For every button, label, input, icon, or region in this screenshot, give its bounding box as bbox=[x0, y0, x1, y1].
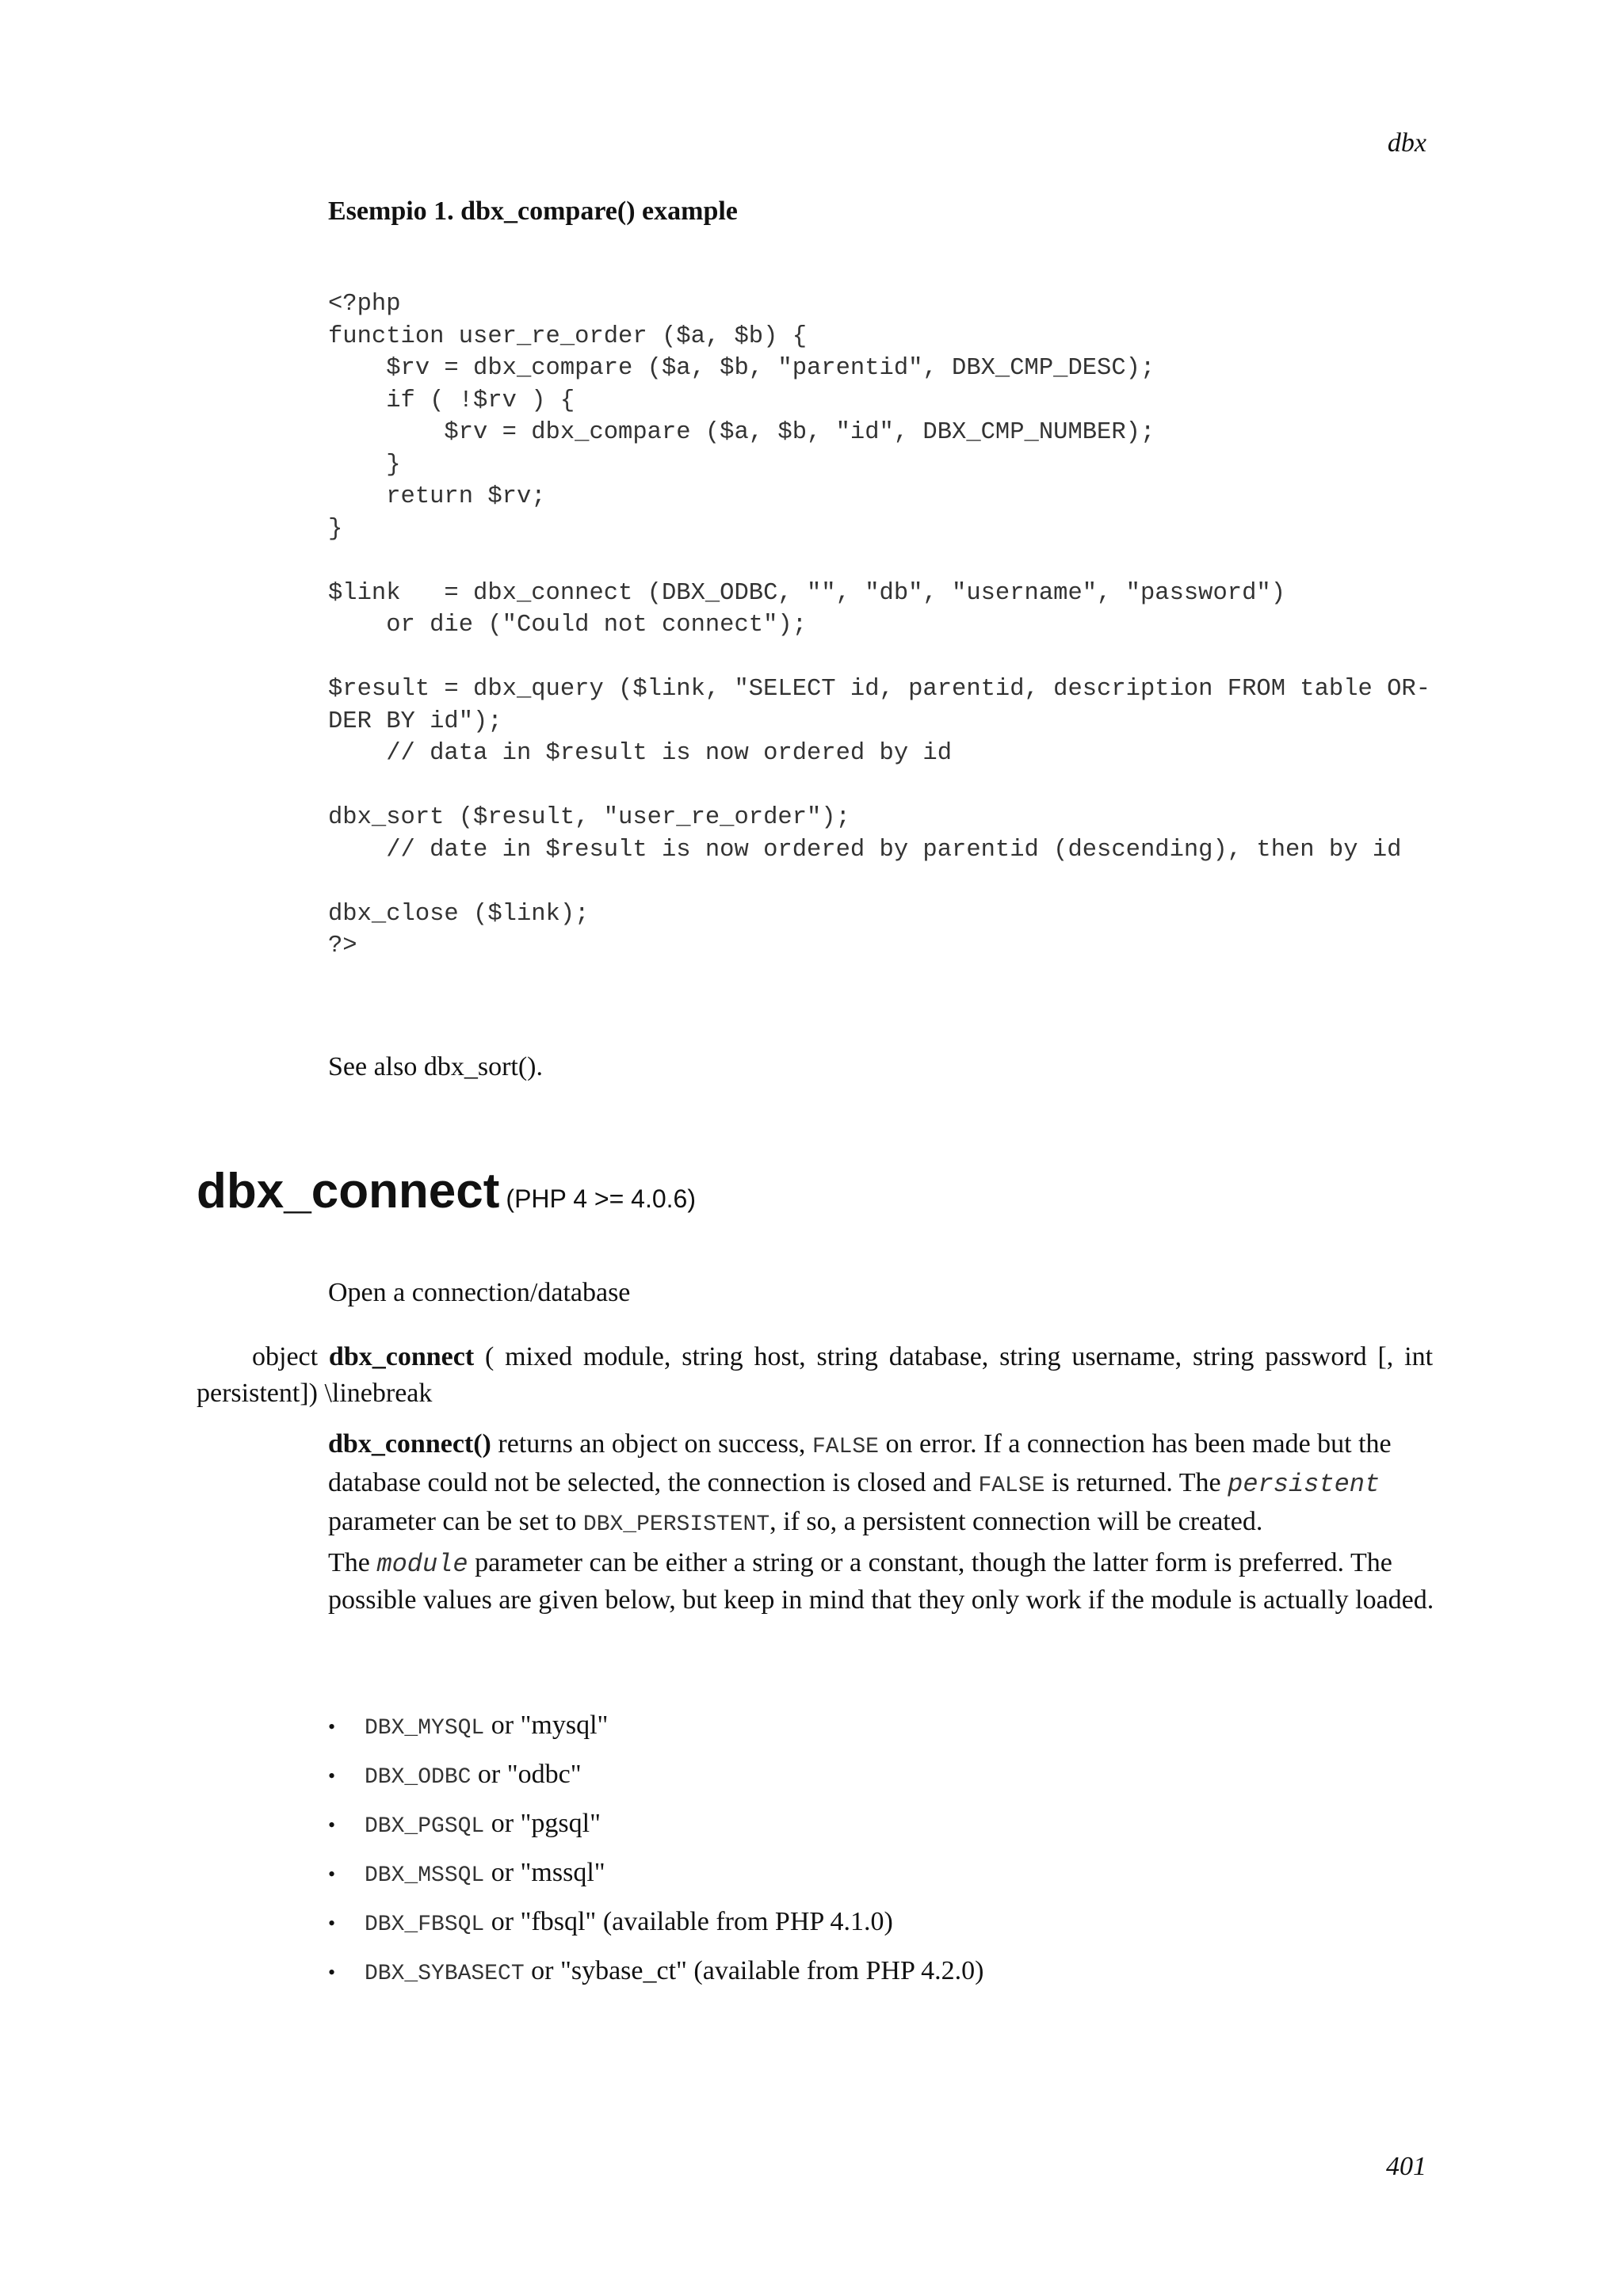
function-title: dbx_connect bbox=[197, 1164, 500, 1219]
module-value: or "odbc" bbox=[471, 1760, 582, 1789]
false-constant: FALSE bbox=[812, 1435, 879, 1459]
bullet: • bbox=[328, 1863, 336, 1886]
running-header: dbx bbox=[1387, 128, 1426, 158]
synopsis-params: ( mixed module, string host, string database, string username, string password [, int persistent]) \linebreak bbox=[197, 1342, 1434, 1408]
module-value: or "mysql" bbox=[484, 1711, 609, 1740]
description-text: on error. If a connection has been made but the database could not be selected, the connection is closed and bbox=[328, 1429, 1392, 1497]
module-constant: DBX_FBSQL bbox=[365, 1913, 485, 1937]
section-heading bbox=[197, 1163, 696, 1219]
module-constant: DBX_MYSQL bbox=[365, 1716, 485, 1741]
page-number: 401 bbox=[1386, 2152, 1426, 2181]
description-text: returns an object on success, bbox=[491, 1429, 812, 1459]
list-item bbox=[328, 1759, 983, 1808]
list-item bbox=[328, 1710, 983, 1759]
module-parameter: module bbox=[376, 1550, 468, 1579]
example-title: Esempio 1. dbx_compare() example bbox=[328, 196, 738, 226]
synopsis-function-name: dbx_connect bbox=[328, 1342, 475, 1371]
description-paragraph bbox=[328, 1426, 1438, 1543]
bullet: • bbox=[328, 1961, 336, 1984]
module-constant: DBX_SYBASECT bbox=[365, 1962, 525, 1986]
description-text: parameter can be set to bbox=[328, 1507, 583, 1536]
version-note: (PHP 4 >= 4.0.6) bbox=[506, 1184, 696, 1213]
list-item bbox=[328, 1808, 983, 1857]
list-item bbox=[328, 1857, 983, 1906]
module-text: The bbox=[328, 1548, 377, 1577]
module-value: or "fbsql" (available from PHP 4.1.0) bbox=[484, 1907, 893, 1936]
list-item bbox=[328, 1955, 983, 2004]
description-text: , if so, a persistent connection will be created. bbox=[769, 1507, 1263, 1536]
persistent-parameter: persistent bbox=[1228, 1470, 1381, 1499]
module-paragraph bbox=[328, 1545, 1438, 1618]
persistent-constant: DBX_PERSISTENT bbox=[582, 1512, 770, 1537]
function-purpose: Open a connection/database bbox=[328, 1278, 631, 1307]
bullet: • bbox=[328, 1764, 336, 1787]
see-also-text: See also dbx_sort(). bbox=[328, 1052, 544, 1081]
module-value: or "mssql" bbox=[484, 1858, 605, 1887]
description-function-name: dbx_connect() bbox=[328, 1429, 491, 1459]
synopsis-return-type: object bbox=[252, 1342, 319, 1371]
module-value: or "sybase_ct" (available from PHP 4.2.0) bbox=[524, 1956, 984, 1985]
bullet: • bbox=[328, 1912, 336, 1935]
code-example: <?php function user_re_order ($a, $b) { $rv = dbx_compare ($a, $b, "parentid", DBX_CMP_DESC); if ( !$rv ) { $rv = dbx_compare ($a, $b, "id", DBX_CMP_NUMBER); } return $rv; } $link = dbx_connect (DBX_ODBC, "", "db", "username", "password") or die ("Could not connect"); $result = dbx_query ($link, "SELECT id, parentid, description FROM table OR- DER BY id"); // data in $result is now ordered by id dbx_sort ($result, "user_re_order"); // date in $result is now ordered by parentid (descending), then by id dbx_close ($link); ?> bbox=[328, 291, 1431, 959]
false-constant: FALSE bbox=[978, 1474, 1045, 1498]
bullet: • bbox=[328, 1814, 336, 1836]
description-text: is returned. The bbox=[1044, 1468, 1228, 1497]
module-constant: DBX_ODBC bbox=[365, 1765, 472, 1790]
function-synopsis bbox=[197, 1339, 1433, 1412]
bullet: • bbox=[328, 1715, 336, 1738]
module-value: or "pgsql" bbox=[484, 1809, 601, 1838]
module-constant: DBX_PGSQL bbox=[365, 1814, 485, 1839]
module-text: parameter can be either a string or a constant, though the latter form is preferred. The possible values are given below, but keep in mind that they only work if the module is actually loaded. bbox=[328, 1548, 1434, 1615]
module-list bbox=[328, 1710, 983, 2004]
module-constant: DBX_MSSQL bbox=[365, 1863, 485, 1888]
list-item bbox=[328, 1906, 983, 1955]
